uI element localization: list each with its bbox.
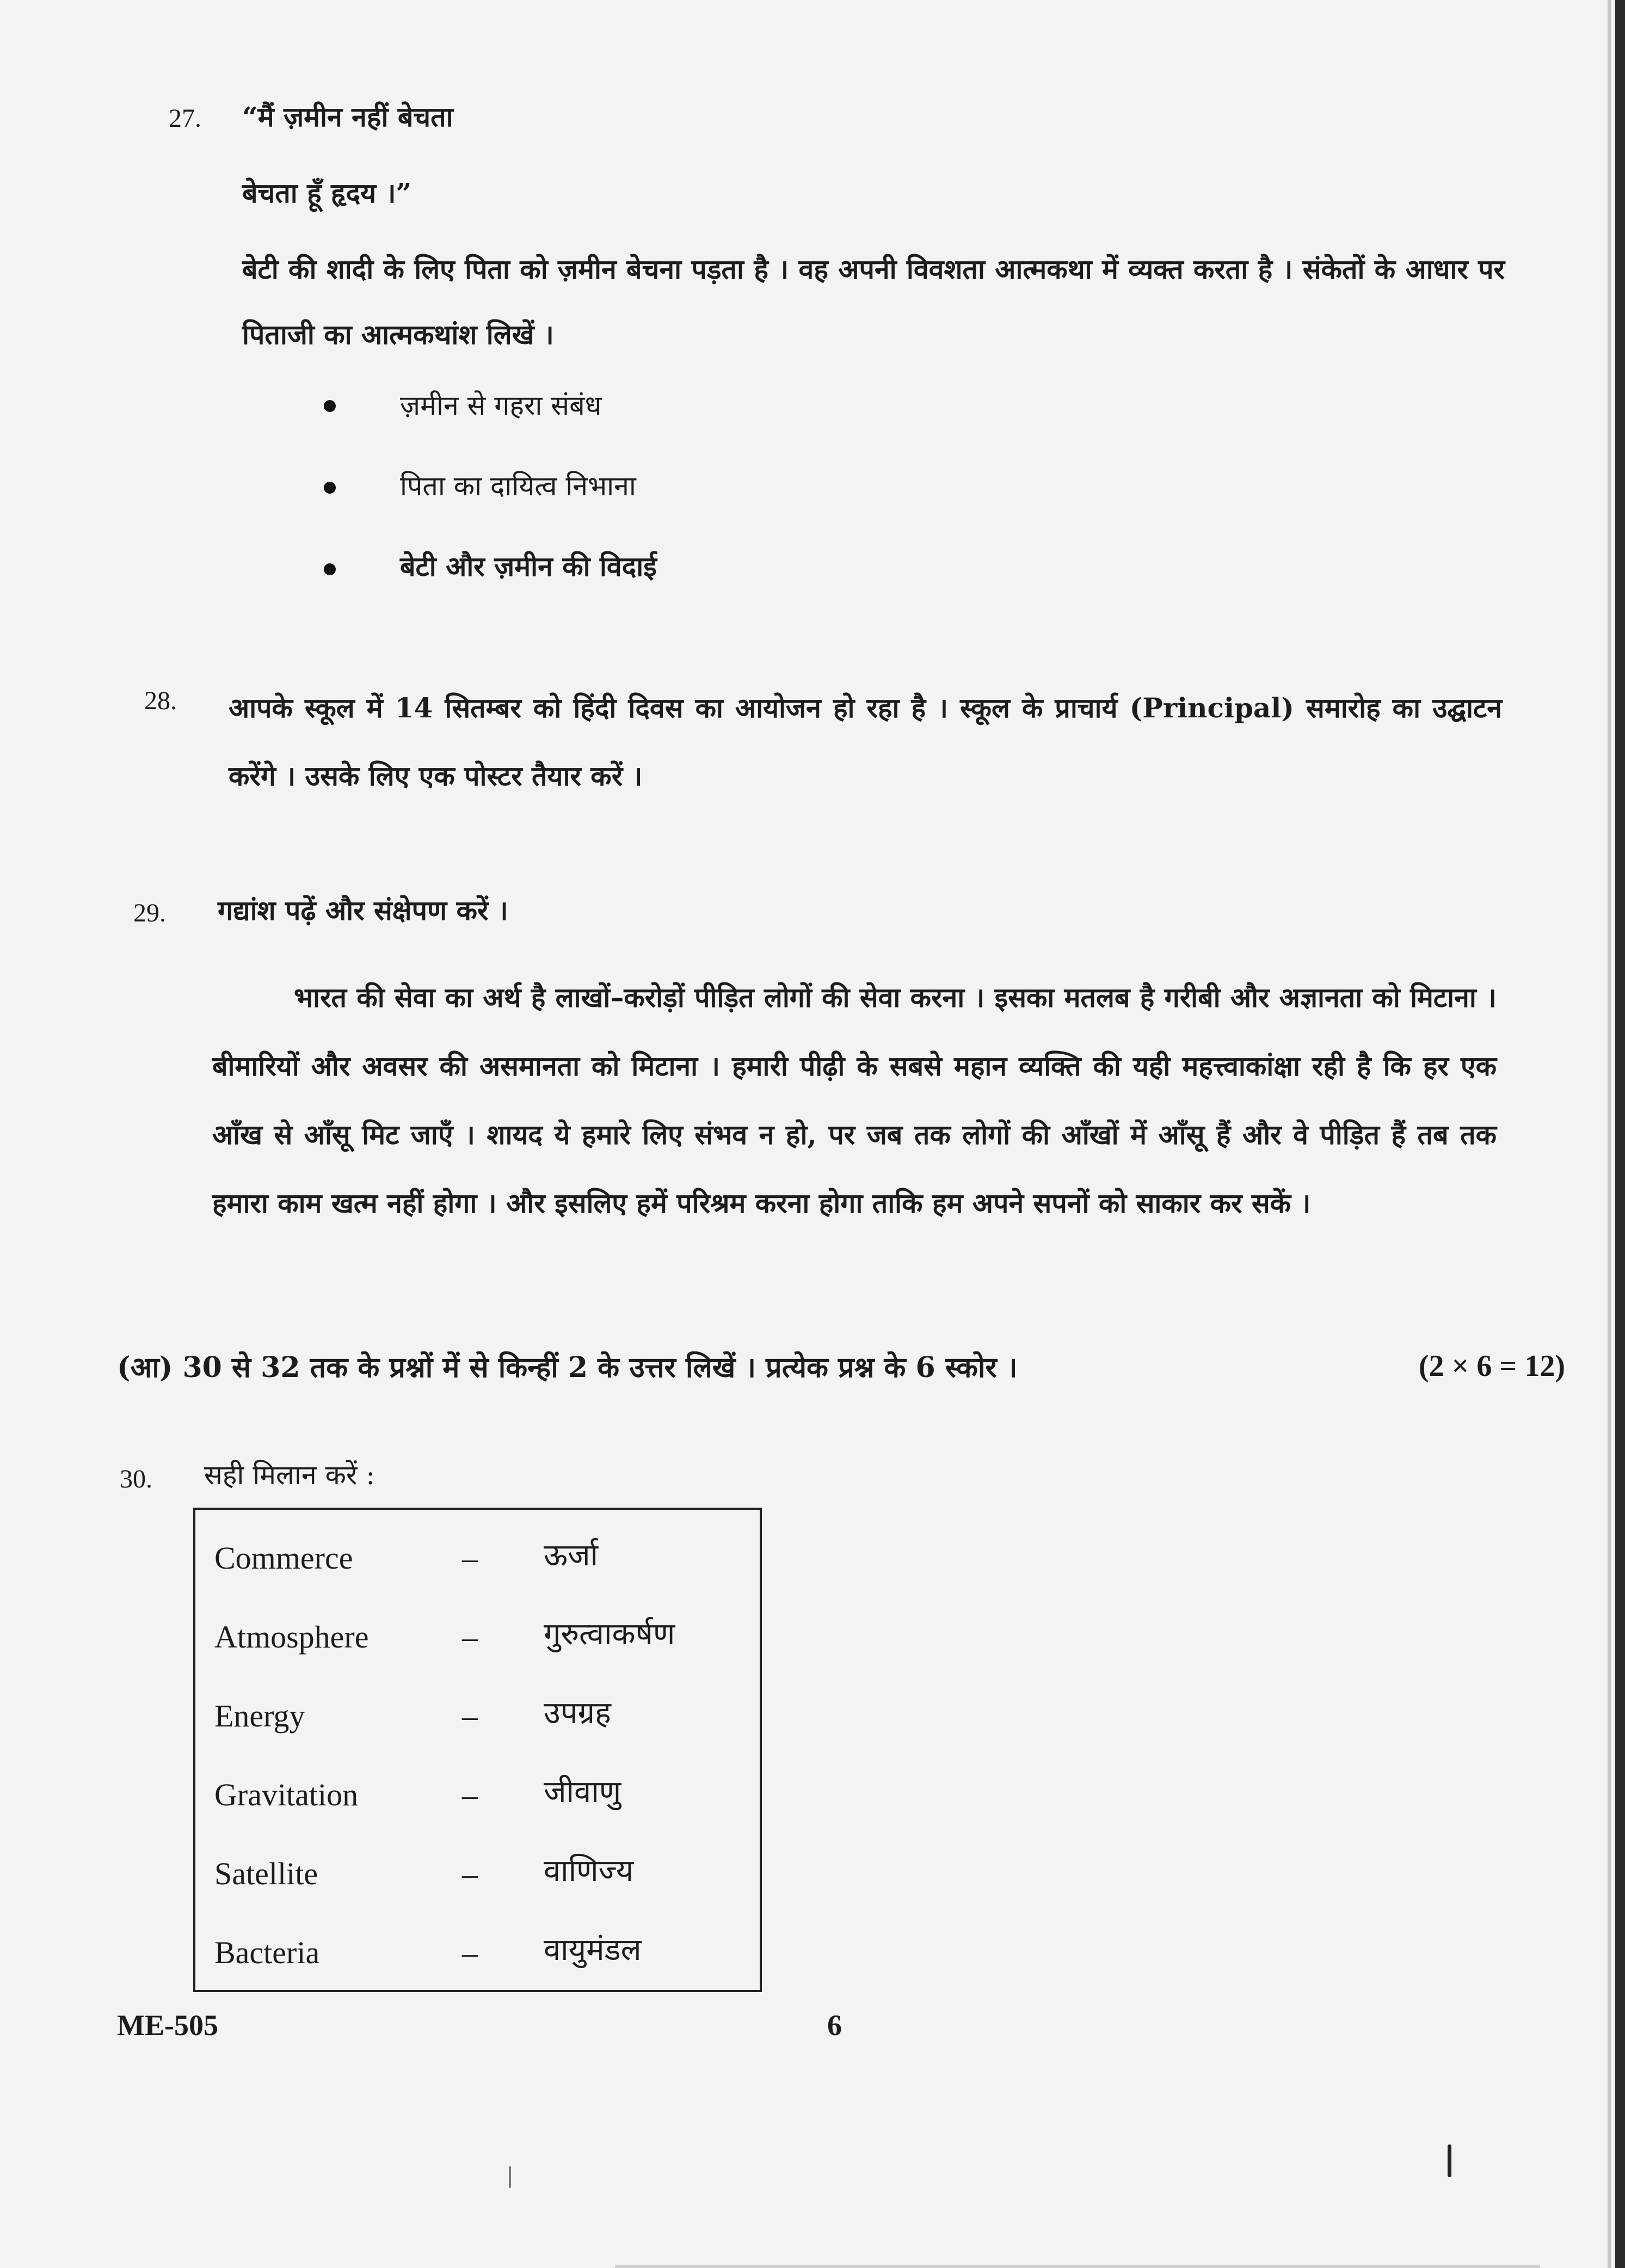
matching-row [195, 1540, 760, 1594]
dash-separator: – [462, 1856, 478, 1891]
hindi-term: उपग्रह [544, 1695, 611, 1731]
matching-row [195, 1774, 760, 1831]
question-29-instruction: गद्यांश पढ़ें और संक्षेपण करें । [218, 894, 508, 926]
english-term: Bacteria [214, 1935, 320, 1970]
paper-code: ME-505 [117, 2009, 218, 2042]
section-heading: (आ) 30 से 32 तक के प्रश्नों में से किन्हीं 2 के उत्तर लिखें । प्रत्येक प्रश्न के 6 स्कोर । [117, 1351, 1018, 1384]
english-term: Atmosphere [214, 1619, 369, 1655]
question-27-cue-1: ज़मीन से गहरा संबंध [400, 390, 602, 421]
english-term: Satellite [214, 1856, 318, 1891]
page-binding-shadow [1608, 0, 1611, 2268]
english-term: Commerce [214, 1540, 353, 1576]
page-number: 6 [827, 2009, 842, 2042]
hindi-term: गुरुत्वाकर्षण [544, 1617, 675, 1652]
hindi-term: जीवाणु [544, 1774, 621, 1810]
matching-table [193, 1508, 762, 1992]
question-29-number: 29. [133, 899, 166, 927]
matching-row [195, 1934, 760, 1989]
dash-separator: – [462, 1777, 478, 1812]
page-binding-edge [1615, 0, 1625, 2268]
question-27-cue-2: पिता का दायित्व निभाना [400, 470, 636, 502]
question-27-number: 27. [169, 104, 201, 133]
question-27-quote-line-1: “मैं ज़मीन नहीं बेचता [242, 101, 453, 133]
question-27-prompt: बेटी की शादी के लिए पिता को ज़मीन बेचना पड़ता है । वह अपनी विवशता आत्मकथा में व्यक्त करता है । संकेतों के आधार पर पिताजी का आत्मकथांश लिखें । [242, 253, 1505, 351]
question-27-quote-line-2: बेचता हूँ हृदय ।” [242, 177, 412, 209]
matching-row [195, 1855, 760, 1910]
question-29-passage: भारत की सेवा का अर्थ है लाखों–करोड़ों पीड़ित लोगों की सेवा करना । इसका मतलब है गरीबी और अज्ञानता को मिटाना । बीमारियों और अवसर की असमानता को मिटाना । हमारी पीढ़ी के सबसे महान व्यक्ति की यही महत्त्वाकांक्षा रही है कि हर एक आँख से आँसू मिट जाएँ । शायद ये हमारे लिए संभव न हो, पर जब तक लोगों की आँखों में आँसू हैं और वे पीड़ित हैं तब तक हमारा काम खत्म नहीं होगा । और इसलिए हमें परिश्रम करना होगा ताकि हम अपने सपनों को साकार कर सकें । [212, 981, 1497, 1219]
dash-separator: – [462, 1698, 478, 1734]
question-27-cue-3: बेटी और ज़मीन की विदाई [400, 550, 657, 582]
bullet-dot [324, 482, 336, 494]
english-term: Gravitation [214, 1777, 359, 1812]
scan-mark [509, 2166, 511, 2188]
matching-row [195, 1695, 760, 1752]
hindi-term: वायुमंडल [544, 1932, 642, 1968]
dash-separator: – [462, 1540, 478, 1576]
hindi-term: ऊर्जा [544, 1538, 599, 1573]
dash-separator: – [462, 1935, 478, 1970]
section-score: (2 × 6 = 12) [1418, 1349, 1565, 1383]
bullet-dot [324, 400, 336, 412]
matching-row [195, 1619, 760, 1673]
english-term: Energy [214, 1698, 305, 1734]
question-28-number: 28. [144, 686, 177, 715]
question-28-text: आपके स्कूल में 14 सितम्बर को हिंदी दिवस का आयोजन हो रहा है । स्कूल के प्राचार्य (Principal) समारोह का उद्घाटन करेंगे । उसके लिए एक पोस्टर तैयार करें । [229, 692, 1502, 792]
question-30-instruction: सही मिलान करें : [204, 1459, 376, 1491]
hindi-term: वाणिज्य [544, 1853, 634, 1889]
page-bottom-shadow [615, 2265, 1540, 2268]
scan-mark [1448, 2144, 1451, 2177]
dash-separator: – [462, 1619, 478, 1655]
bullet-dot [324, 563, 336, 575]
question-30-number: 30. [120, 1465, 152, 1493]
